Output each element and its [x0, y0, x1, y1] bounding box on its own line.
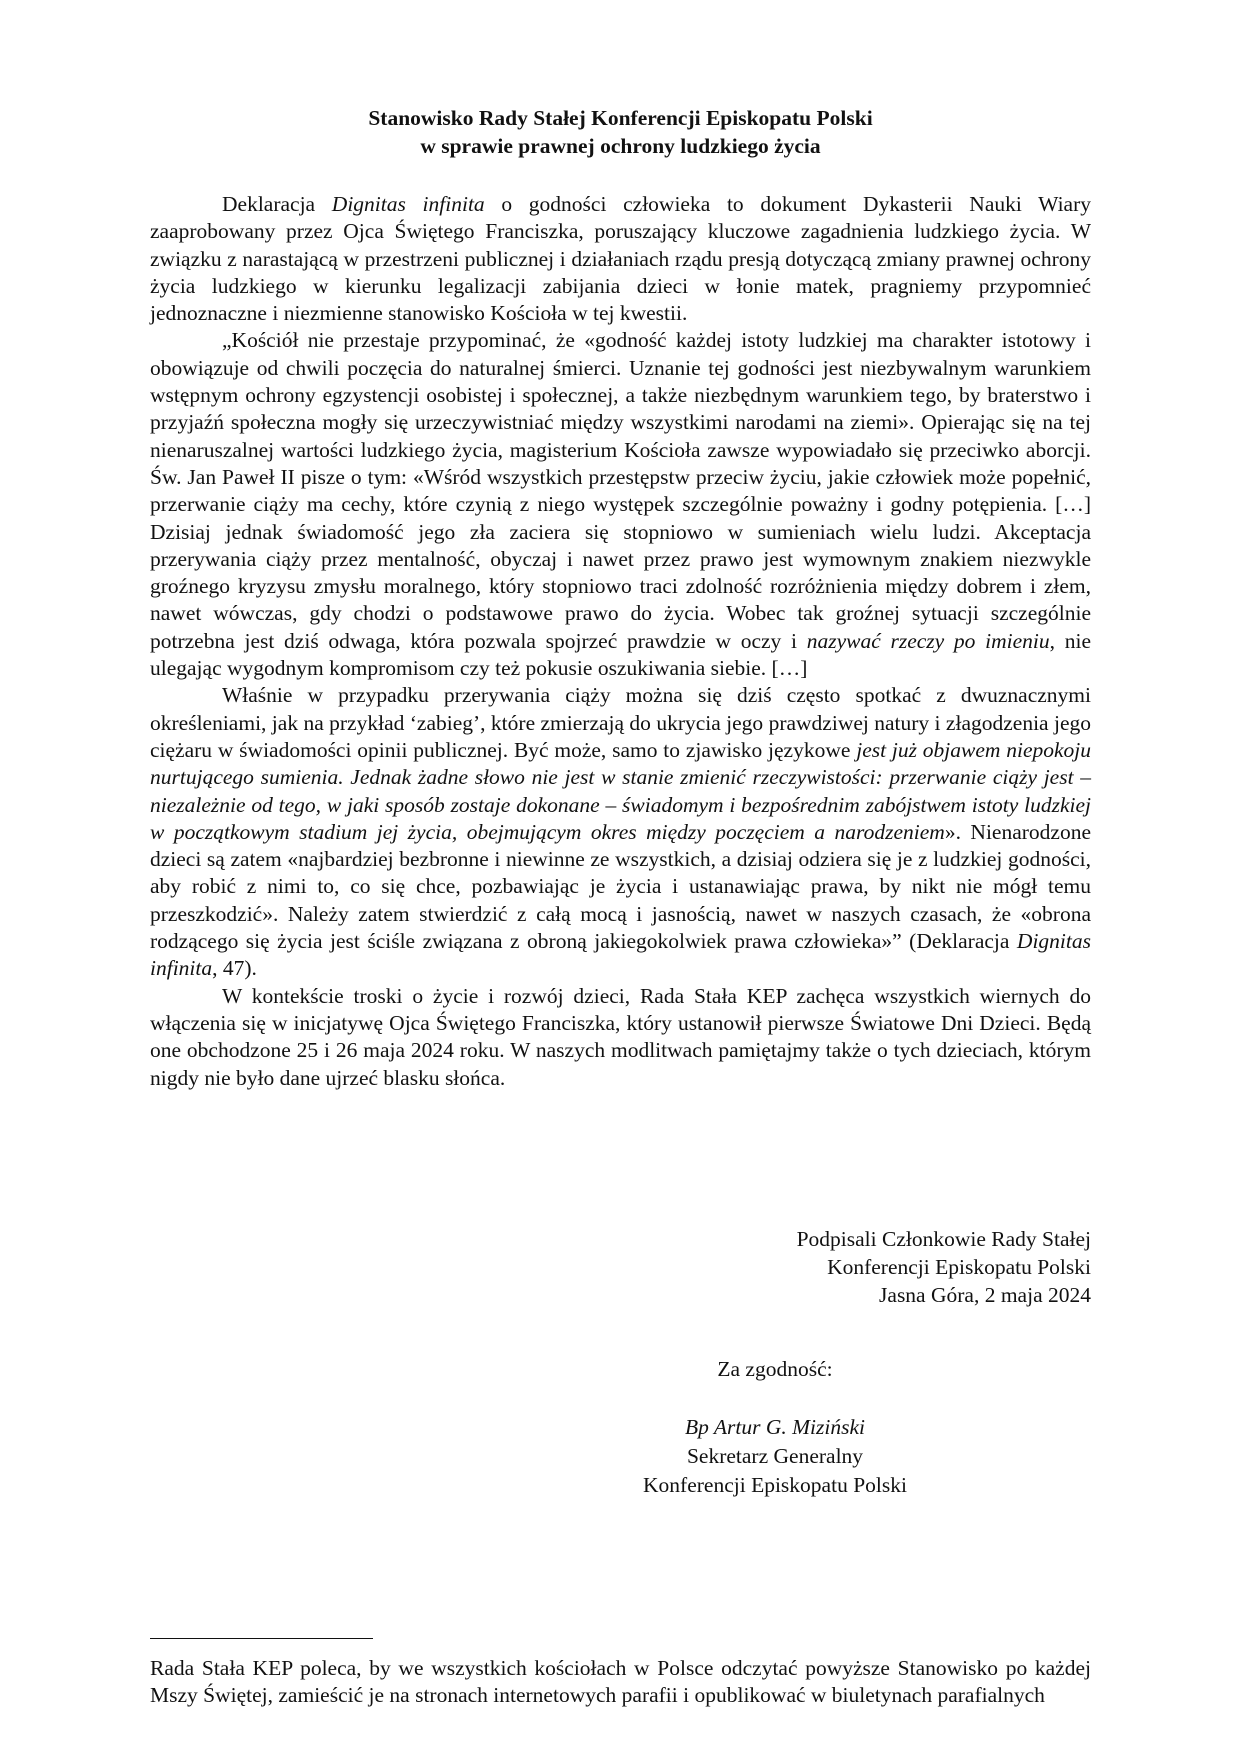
approval-label: Za zgodność: — [717, 1357, 833, 1381]
paragraph-3-text-a: Właśnie w przypadku przerywania ciąży można się dziś często spotkać z dwuznacznymi określeniami, jak na przykład ‘zabieg’, które zmierzają do ukrycia jego prawdziwej natury i złagodzenia jego ciężaru w świadomości opinii publicznej. Być może, samo to zjawisko językowe — [150, 683, 1091, 762]
signature-block — [600, 1225, 1091, 1309]
approval-block — [560, 1413, 990, 1500]
signature-date: Jasna Góra, 2 maja 2024 — [879, 1283, 1091, 1307]
signature-line-1: Podpisali Członkowie Rady Stałej — [796, 1227, 1091, 1251]
paragraph-1-text-a: Deklaracja — [222, 192, 332, 216]
paragraph-4: W kontekście troski o życie i rozwój dzieci, Rada Stała KEP zachęca wszystkich wiernych do włączenia się w inicjatywę Ojca Świętego Franciszka, który ustanowił pierwsze Światowe Dni Dzieci. Będą one obchodzone 25 i 26 maja 2024 roku. W naszych modlitwach pamiętajmy także o tych dzieciach, którym nigdy nie było dane ujrzeć blasku słońca. — [150, 983, 1091, 1090]
paragraph-3 — [150, 682, 1091, 982]
paragraph-3-italic-2: Dignitas infinita — [150, 929, 1091, 981]
paragraph-1 — [150, 191, 1091, 327]
footnote-separator — [150, 1638, 373, 1639]
signature-line-2: Konferencji Episkopatu Polski — [827, 1255, 1091, 1279]
paragraph-1-italic: Dignitas infinita — [331, 192, 485, 216]
approval-name: Bp Artur G. Miziński — [685, 1415, 865, 1439]
paragraph-1-text-c: o godności człowieka to dokument Dykasterii Nauki Wiary zaaprobowany przez Ojca Świętego Franciszka, poruszający kluczowe zagadnienia ludzkiego życia. W związku z narastającą w przestrzeni publicznej i działaniach rządu presją dotyczącą zmiany prawnej ochrony życia ludzkiego w kierunku legalizacji zabijania dzieci w łonie matek, pragniemy przypomnieć jednoznaczne i niezmienne stanowisko Kościoła w tej kwestii. — [150, 192, 1091, 326]
document-title — [150, 104, 1091, 160]
paragraph-2-text-c: , nie ulegając wygodnym kompromisom czy też pokusie oszukiwania siebie. […] — [150, 628, 1091, 681]
footnote: Rada Stała KEP poleca, by we wszystkich kościołach w Polsce odczytać powyższe Stanowisko po każdej Mszy Świętej, zamieścić je na stronach internetowych parafii i opublikować w biuletynach parafialnych — [150, 1656, 1091, 1708]
title-line-1: Stanowisko Rady Stałej Konferencji Episkopatu Polski — [368, 106, 873, 130]
paragraph-3-text-c: ». Nienarodzone dzieci są zatem «najbardziej bezbronne i niewinne ze wszystkich, a dzisiaj odziera się je z ludzkiej godności, aby robić z nimi to, co się chce, pozbawiając je życia i ustanawiając prawa, by nikt nie mógł temu przeszkodzić». Należy zatem stwierdzić z całą mocą i jasnością, nawet w naszych czasach, że «obrona rodzącego się życia jest ściśle związana z obroną jakiegokolwiek prawa człowieka»” (Deklaracja — [150, 819, 1092, 954]
title-line-2: w sprawie prawnej ochrony ludzkiego życia — [420, 134, 821, 158]
paragraph-2-text-a: „Kościół nie przestaje przypominać, że «godność każdej istoty ludzkiej ma charakter istotowy i obowiązuje od chwili poczęcia do naturalnej śmierci. Uznanie tej godności jest niezbywalnym warunkiem wstępnym ochrony egzystencji osobistej i społecznej, a także niezbędnym warunkiem tego, by braterstwo i przyjaźń społeczna mogły się urzeczywistniać między wszystkimi narodami na ziemi». Opierając się na tej nienaruszalnej wartości ludzkiego życia, magisterium Kościoła zawsze wypowiadało się przeciwko aborcji. Św. Jan Paweł II pisze o tym: «Wśród wszystkich przestępstw przeciw życiu, jakie człowiek może popełnić, przerwanie ciąży ma cechy, które czynią z niego występek szczególnie poważny i godny potępienia. […] Dzisiaj jednak świadomość jego zła zaciera się stopniowo w sumieniach wielu ludzi. Akceptacja przerywania ciąży przez mentalność, obyczaj i nawet przez prawo jest wymownym znakiem niezwykle groźnego kryzysu zmysłu moralnego, który stopniowo traci zdolność rozróżnienia między dobrem i złem, nawet wówczas, gdy chodzi o podstawowe prawo do życia. Wobec tak groźnej sytuacji szczególnie potrzebna jest dziś odwaga, która pozwala spojrzeć prawdzie w oczy i — [150, 328, 1091, 653]
document-body — [150, 191, 1091, 1092]
paragraph-3-italic: jest już objawem niepokoju nurtującego sumienia. Jednak żadne słowo nie jest w stanie zmienić rzeczywistości: przerwanie ciąży jest – niezależnie od tego, w jaki sposób zostaje dokonane – świadomym i bezpośrednim zabójstwem istoty ludzkiej w początkowym stadium jej życia, obejmującym okres między poczęciem a narodzeniem — [150, 737, 1091, 844]
paragraph-2 — [150, 327, 1091, 682]
approval-role: Sekretarz Generalny — [686, 1444, 864, 1468]
approval-org: Konferencji Episkopatu Polski — [643, 1473, 907, 1497]
paragraph-3-text-e: , 47). — [212, 956, 257, 981]
paragraph-2-italic: nazywać rzeczy po imieniu — [806, 628, 1050, 653]
